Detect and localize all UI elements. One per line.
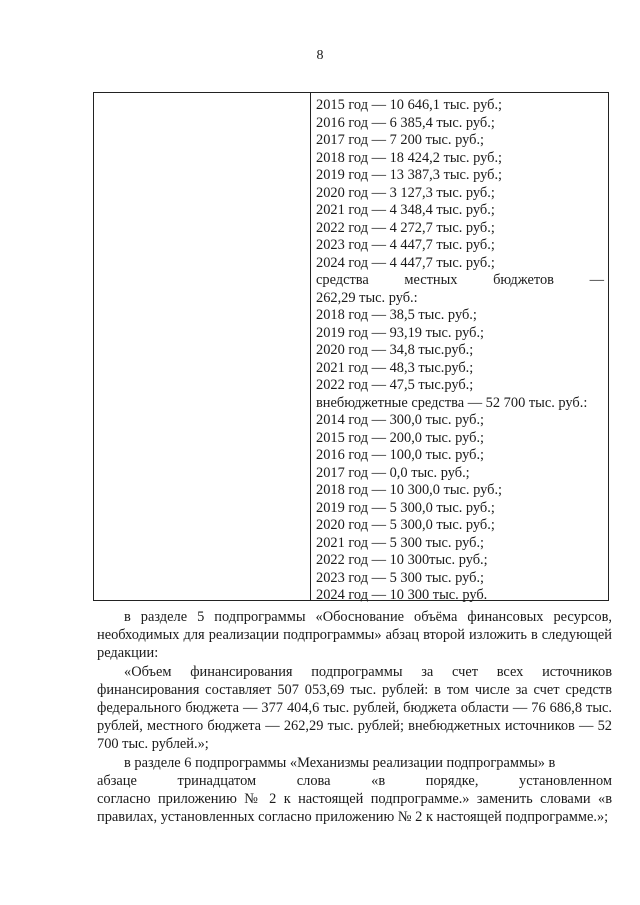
list-item: 2018 год — 18 424,2 тыс. руб.; xyxy=(316,149,503,166)
spread-word: абзаце xyxy=(97,772,137,789)
spread-word: «в xyxy=(371,772,386,789)
list-item: 2018 год — 10 300,0 тыс. руб.; xyxy=(316,482,503,498)
regional-budget-list xyxy=(316,97,604,272)
paragraph-section-5: в разделе 5 подпрограммы «Обоснование объёма финансовых ресурсов, необходимых для реализации подпрограммы» абзац второй изложить в следующей редакции: xyxy=(97,609,612,662)
list-item: 2022 год — 10 300тыс. руб.; xyxy=(316,552,488,568)
list-item: 2019 год — 13 387,3 тыс. руб.; xyxy=(316,167,503,183)
list-item: 2024 год — 4 447,7 тыс. руб.; xyxy=(316,254,495,271)
paragraph-section-6-rest: согласно приложению № 2 к настоящей подпрограмме.» заменить словами «в правилах, установленных согласно приложению № 2 к настоящей подпрограмме.»; xyxy=(97,791,612,826)
list-item: 2014 год — 300,0 тыс. руб.; xyxy=(316,412,485,428)
heading-word: средства xyxy=(316,272,369,288)
heading-word: бюджетов xyxy=(493,272,554,288)
list-item: 2016 год — 100,0 тыс. руб.; xyxy=(316,447,485,463)
list-item: 2022 год — 47,5 тыс.руб.; xyxy=(316,377,474,393)
paragraph-funding-volume: «Объем финансирования подпрограммы за счет всех источников финансирования составляет 507 053,69 тыс. рублей: в том числе за счет средств федерального бюджета — 377 404,6 тыс. рублей, бюджета области — 76 686,8 тыс. рублей, местного бюджета — 262,29 тыс. рублей; внебюджетных источников — 52 700 тыс. рублей.»; xyxy=(97,663,612,753)
heading-word: местных xyxy=(404,272,458,288)
list-item: 2020 год — 3 127,3 тыс. руб.; xyxy=(316,184,495,201)
spread-word: порядке, xyxy=(425,772,479,789)
list-item: 2021 год — 4 348,4 тыс. руб.; xyxy=(316,202,495,218)
list-item: 2021 год — 48,3 тыс.руб.; xyxy=(316,359,474,376)
list-item: 2015 год — 10 646,1 тыс. руб.; xyxy=(316,97,503,113)
list-item: 2017 год — 0,0 тыс. руб.; xyxy=(316,464,470,481)
list-item: 2015 год — 200,0 тыс. руб.; xyxy=(316,429,485,446)
paragraph-section-6-spread-line xyxy=(97,772,612,790)
paragraph-section-6-first-line: в разделе 6 подпрограммы «Механизмы реализации подпрограммы» в xyxy=(124,754,556,771)
page-number: 8 xyxy=(316,48,324,63)
list-item: 2024 год — 10 300 тыс. руб. xyxy=(316,587,488,603)
funding-table xyxy=(93,92,609,601)
list-item: 2020 год — 34,8 тыс.руб.; xyxy=(316,342,474,358)
amendment-text xyxy=(97,608,612,826)
list-item: 2018 год — 38,5 тыс. руб.; xyxy=(316,307,477,323)
list-item: 2019 год — 5 300,0 тыс. руб.; xyxy=(316,499,495,516)
spread-word: тринадцатом xyxy=(177,772,257,789)
funding-sources-cell xyxy=(316,97,604,605)
table-column-divider xyxy=(310,93,311,600)
list-item: 2022 год — 4 272,7 тыс. руб.; xyxy=(316,219,495,236)
spread-word: установленном xyxy=(519,772,612,789)
extrabudget-list xyxy=(316,412,604,605)
paragraph-section-6-line xyxy=(97,754,612,772)
extrabudget-heading: внебюджетные средства — 52 700 тыс. руб.: xyxy=(316,394,588,411)
spread-word: слова xyxy=(296,772,331,789)
list-item: 2020 год — 5 300,0 тыс. руб.; xyxy=(316,517,495,533)
local-budget-heading xyxy=(316,272,604,290)
local-budget-list xyxy=(316,307,604,395)
list-item: 2023 год — 5 300 тыс. руб.; xyxy=(316,569,485,586)
list-item: 2021 год — 5 300 тыс. руб.; xyxy=(316,534,485,551)
heading-word: — xyxy=(589,272,604,288)
list-item: 2023 год — 4 447,7 тыс. руб.; xyxy=(316,237,495,253)
local-budget-total: 262,29 тыс. руб.: xyxy=(316,289,418,306)
list-item: 2016 год — 6 385,4 тыс. руб.; xyxy=(316,114,495,131)
list-item: 2019 год — 93,19 тыс. руб.; xyxy=(316,324,485,341)
list-item: 2017 год — 7 200 тыс. руб.; xyxy=(316,132,485,148)
